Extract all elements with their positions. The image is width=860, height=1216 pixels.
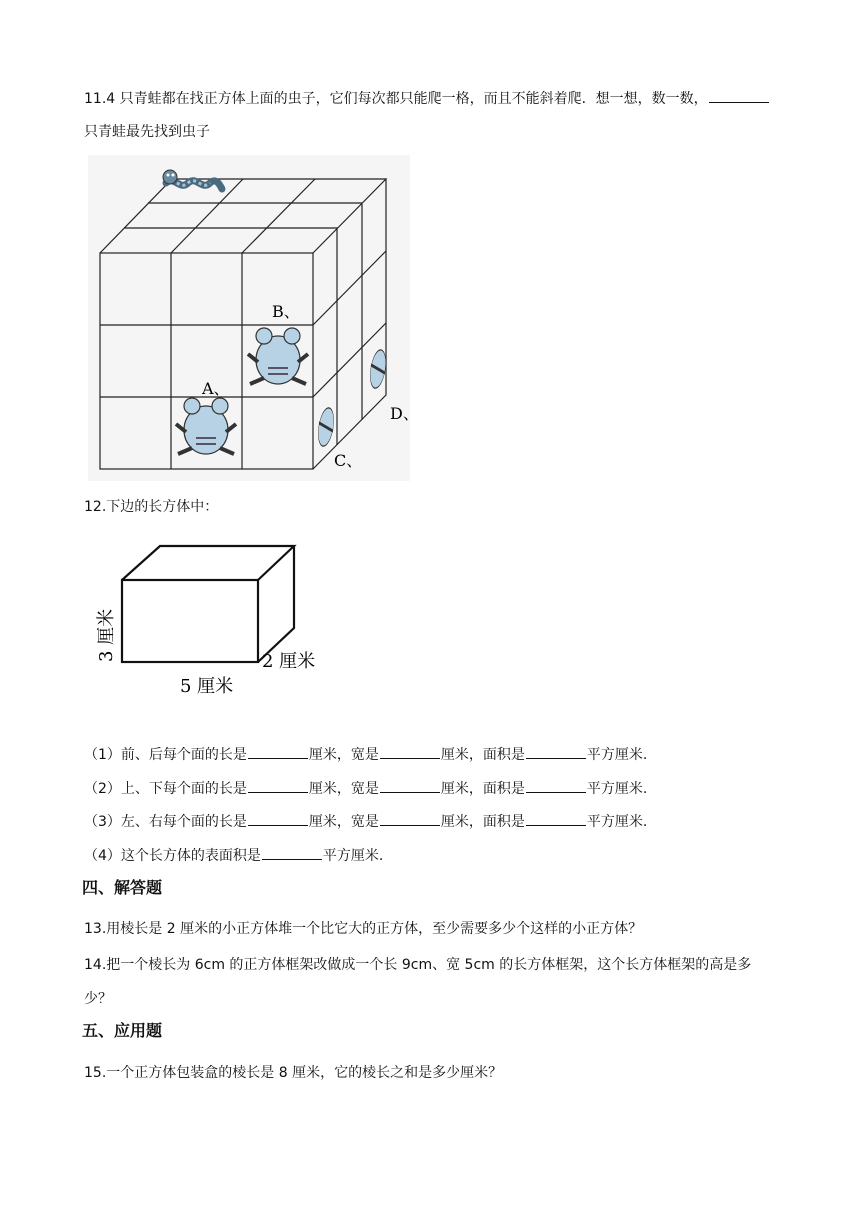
answer-blank[interactable] [526,744,586,759]
question-12-item-4 [84,845,383,866]
section-5-title: 五、应用题 [82,1021,163,1040]
item-text: 厘米，宽是 [308,814,379,830]
answer-blank[interactable] [248,811,308,826]
answer-blank[interactable] [380,811,440,826]
item-text: （3）左、右每个面的长是 [84,814,247,830]
question-13: 13.用棱长是 2 厘米的小正方体堆一个比它大的正方体，至少需要多少个这样的小正方体？ [84,921,643,937]
question-14-line1: 14.把一个棱长为 6cm 的正方体框架改做成一个长 9cm、宽 5cm 的长方体框架，这个长方体框架的高是多 [84,957,752,973]
cuboid-figure [90,540,350,700]
question-12-intro: 12.下边的长方体中： [84,499,219,515]
answer-blank[interactable] [709,88,769,103]
question-12-item-3 [84,811,647,832]
answer-blank[interactable] [526,778,586,793]
label-b: B、 [272,302,300,321]
label-d: D、 [390,404,419,423]
question-12-item-2 [84,778,647,799]
answer-blank[interactable] [526,811,586,826]
question-11-text: 11.4 只青蛙都在找正方体上面的虫子，它们每次都只能爬一格，而且不能斜着爬．想一想，数一数， [84,91,708,107]
item-text: 厘米，面积是 [440,814,525,830]
item-text: 平方厘米. [586,814,648,830]
item-text: （1）前、后每个面的长是 [84,747,247,763]
item-text: （4）这个长方体的表面积是 [84,848,261,864]
dim-width: 2 厘米 [262,651,316,672]
item-text: （2）上、下每个面的长是 [84,781,247,797]
item-text: 厘米，面积是 [440,747,525,763]
answer-blank[interactable] [248,744,308,759]
item-text: 平方厘米. [322,848,384,864]
question-12-item-1 [84,744,647,765]
dim-height: 3 厘米 [96,608,117,662]
section-4-title: 四、解答题 [82,878,163,897]
answer-blank[interactable] [262,845,322,860]
answer-blank[interactable] [248,778,308,793]
answer-blank[interactable] [380,778,440,793]
question-11-line1 [84,88,770,109]
cube-frog-figure [88,155,419,483]
item-text: 厘米，面积是 [440,781,525,797]
question-14-line2: 少？ [84,991,112,1007]
item-text: 平方厘米. [586,747,648,763]
dim-length: 5 厘米 [180,676,234,697]
label-a: A、 [202,379,230,398]
item-text: 厘米，宽是 [308,747,379,763]
question-15: 15.一个正方体包装盒的棱长是 8 厘米，它的棱长之和是多少厘米？ [84,1065,503,1081]
question-11-line2: 只青蛙最先找到虫子 [84,124,210,140]
item-text: 平方厘米. [586,781,648,797]
label-c: C、 [334,451,363,470]
item-text: 厘米，宽是 [308,781,379,797]
answer-blank[interactable] [380,744,440,759]
